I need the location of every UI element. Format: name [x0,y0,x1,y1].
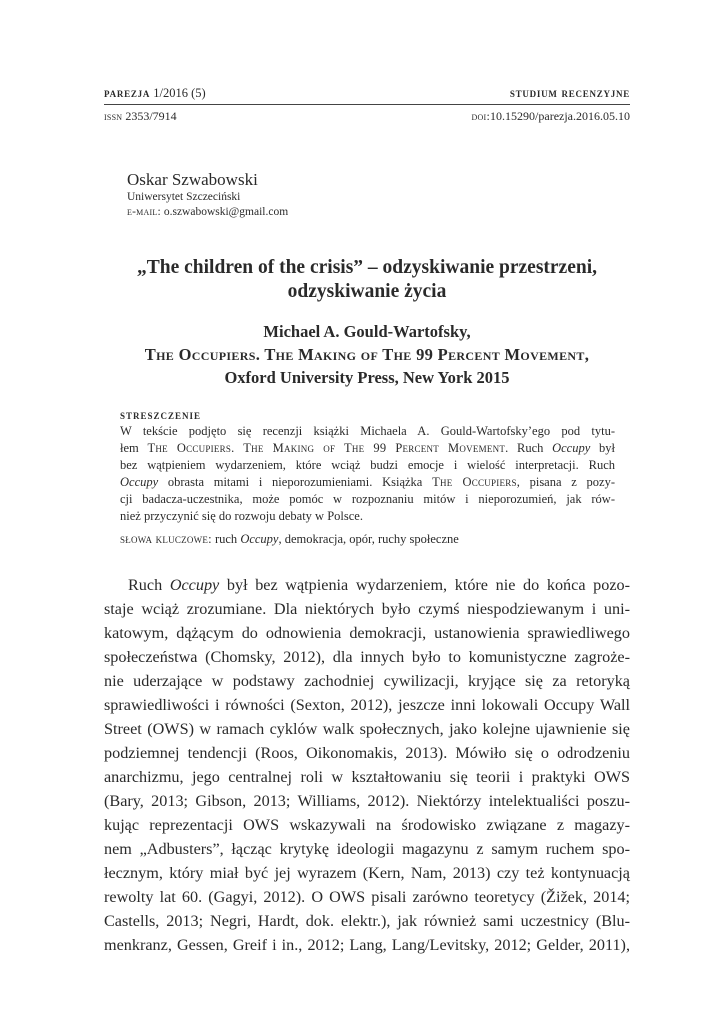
abstract-line [120,474,615,491]
text-run: , pisana z pozy- [516,475,615,489]
issn-value: 2353/7914 [125,109,177,123]
keywords-label: słowa kluczowe: [120,532,212,546]
article-title [104,256,630,304]
body-line: Castells, 2013; Negri, Hardt, dok. elektr.), jak również sami uczestnicy (Blu- [104,912,630,930]
journal-issue: 1/2016 (5) [153,86,206,100]
section-label: studium recenzyjne [509,86,630,100]
author-affiliation: Uniwersytet Szczeciński [127,191,241,203]
abstract-heading: streszczenie [120,408,202,422]
body-line: menkranz, Gessen, Greif i in., 2012; Lang, Lang/Levitsky, 2012; Gelder, 2011), [104,936,630,954]
book-publisher: Oxford University Press, New York 2015 [224,368,510,387]
abstract [120,407,615,548]
text-run: obrasta mitami i nieporozumieniami. Książka [158,475,433,489]
author-name: Oskar Szwabowski [127,170,258,189]
text-run: był bez wątpienia wydarzeniem, które nie do końca pozo- [219,576,630,594]
identifier-row [104,109,630,124]
issn [104,109,177,124]
abstract-line: W tekście podjęto się recenzji książki Michaela A. Gould-Wartofsky’ego pod tytu- [120,424,615,438]
author-block [127,170,288,220]
body-line: (Bary, 2013; Gibson, 2013; Williams, 2012). Niektórzy intelektualiści poszu- [104,792,630,810]
email-label: e-mail: [127,206,161,218]
issn-label: issn [104,109,123,123]
body-line: podziemnej tendencji (Roos, Oikonomakis, 2013). Mówiło się o odrodzeniu [104,744,630,762]
book-title: The Occupiers. The Making of The 99 Percent Movement, [144,345,590,364]
header-divider [104,104,630,105]
article-title-line: odzyskiwanie życia [287,281,447,302]
book-author: Michael A. Gould-Wartofsky, [263,322,471,341]
keywords [120,531,615,548]
body-line: społeczeństwa (Chomsky, 2012), dla innych było to komunistyczne zagroże- [104,648,630,666]
doi-value: 10.15290/parezja.2016.05.10 [490,109,630,123]
book-title-inline: The Occupiers. The Making of The 99 Percent Movement [147,441,506,455]
article-title-line: „The children of the crisis” – odzyskiwanie przestrzeni, [136,257,598,278]
body-line: staje wciąż zrozumiane. Dla niektórych było czymś niespodziewanym i uni- [104,600,630,618]
emphasis: Occupy [169,576,220,594]
abstract-line [120,440,615,457]
body-text [104,573,630,957]
body-line: anarchizmu, jego centralnej roli w kształtowaniu się teorii i praktyki OWS [104,768,630,786]
body-line: katowym, dążącym do odnowienia demokracji, ustanowienia sprawiedliwego [104,624,630,642]
body-line: sprawiedliwości i równości (Sexton, 2012), jeszcze inni lokowali Occupy Wall [104,696,630,714]
body-line: nem „Adbusters”, łącząc krytykę ideologii magazynu z samym ruchem spo- [104,840,630,858]
abstract-line: cji badacza-uczestnika, może pomóc w rozpoznaniu mitów i nieporozumień, jak rów- [120,492,615,506]
journal-name: parezja [104,86,151,100]
text-run: . Ruch [505,441,553,455]
body-line: rewolty lat 60. (Gagyi, 2012). O OWS pisali zarówno teoretycy (Žižek, 2014; [104,888,630,906]
text-run: był [590,441,615,455]
abstract-line: nież przyczynić się do rozwoju debaty w Polsce. [120,509,363,523]
running-header [104,86,630,101]
reviewed-book [104,320,630,389]
text-run: Ruch [128,576,170,594]
body-line: Street (OWS) w ramach cyklów walk społecznych, jako kolejne ujawnienie się [104,720,630,738]
body-line: nie uderzające w podstawy zachodniej cywilizacji, kryjące się za retoryką [104,672,630,690]
author-email: o.szwabowski@gmail.com [163,206,289,218]
text-run: ruch [211,532,241,546]
emphasis: Occupy [120,475,159,489]
emphasis: Occupy [552,441,591,455]
body-line: łecznym, który miał być jej wyrazem (Kern, Nam, 2013) czy też kontynuacją [104,864,630,882]
doi [472,109,630,124]
emphasis: Occupy [240,532,279,546]
doi-label: doi: [471,109,491,123]
body-line: kując reprezentacji OWS wskazywali na środowisko związane z magazy- [104,816,630,834]
text-run: łem [120,441,148,455]
body-line [104,573,630,597]
book-title-inline: The Occupiers [432,475,517,489]
author-email-line [127,205,288,220]
text-run: , demokracja, opór, ruchy społeczne [278,532,459,546]
abstract-line: bez wątpieniem wydarzeniem, które wciąż budzi emocje i wielość interpretacji. Ruch [120,458,615,472]
abstract-body [120,423,615,525]
journal-info [104,86,206,101]
